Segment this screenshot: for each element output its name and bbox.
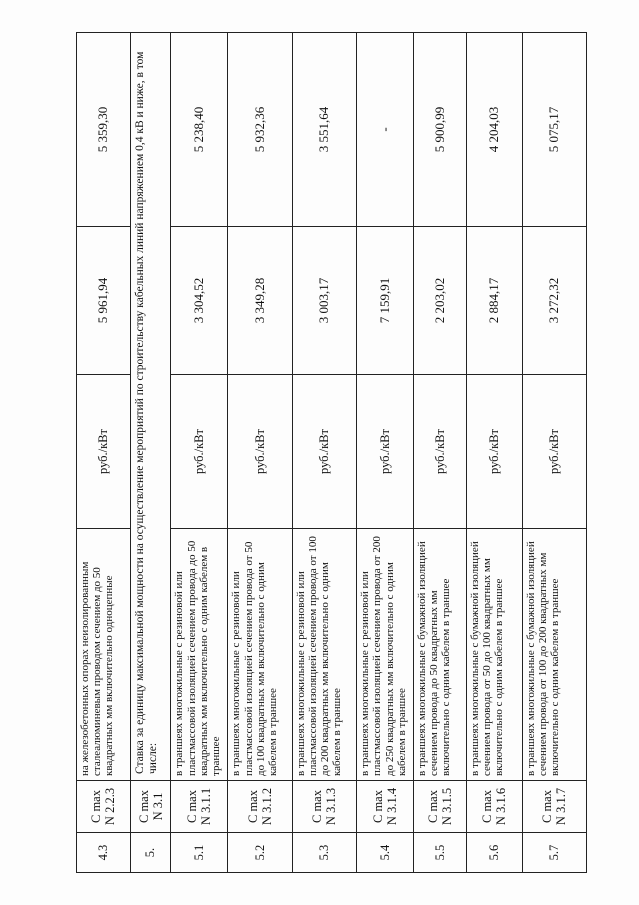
row-unit: руб./кВт: [466, 375, 522, 529]
row-value-2: 4 204,03: [466, 33, 522, 227]
row-code: С max N 3.1.3: [292, 781, 356, 833]
row-number: 5.4: [357, 833, 414, 873]
row-description: в траншеях многожильные с резиновой или пластмассовой изоляцией сечением провода от 200 до 250 квадратных мм включительно с одним кабелем в траншее: [357, 529, 414, 781]
table-row: [414, 33, 467, 873]
row-number: 4.3: [77, 833, 131, 873]
row-unit: руб./кВт: [292, 375, 356, 529]
row-description: в траншеях многожильные с резиновой или пластмассовой изоляцией сечением провода до 50 квадратных мм включительно с одним кабелем в траншее: [171, 529, 228, 781]
row-value-2: -: [357, 33, 414, 227]
row-value-2: 5 359,30: [77, 33, 131, 227]
row-number: 5.3: [292, 833, 356, 873]
row-code: С max N 3.1.4: [357, 781, 414, 833]
row-value-1: 3 272,32: [522, 227, 587, 375]
table-row: [77, 33, 131, 873]
row-code: С max N 3.1.6: [466, 781, 522, 833]
row-description: в траншеях многожильные с бумажной изоляцией сечением провода от 100 до 200 квадратных мм включительно с одним кабелем в траншее: [522, 529, 587, 781]
rotated-table-wrapper: [76, 33, 587, 873]
row-value-1: 7 159,91: [357, 227, 414, 375]
row-code: С max N 2.2.3: [77, 781, 131, 833]
row-number: 5.7: [522, 833, 587, 873]
row-unit: руб./кВт: [357, 375, 414, 529]
row-description: на железобетонных опорах неизолированным сталеалюминевым проводом сечением до 50 квадратных мм включительно одноцепные: [77, 529, 131, 781]
table-row-section: [130, 33, 171, 873]
row-number: 5.: [130, 833, 171, 873]
table-row: [228, 33, 292, 873]
row-value-2: 5 238,40: [171, 33, 228, 227]
row-value-1: 2 884,17: [466, 227, 522, 375]
row-number: 5.5: [414, 833, 467, 873]
row-unit: руб./кВт: [522, 375, 587, 529]
row-value-2: 5 075,17: [522, 33, 587, 227]
row-number: 5.2: [228, 833, 292, 873]
row-unit: руб./кВт: [77, 375, 131, 529]
row-code: С max N 3.1.1: [171, 781, 228, 833]
row-value-1: 3 349,28: [228, 227, 292, 375]
table-row: [292, 33, 356, 873]
section-heading: Ставка за единицу максимальной мощности на осуществление мероприятий по строительству кабельных линий напряжением 0,4 кВ и ниже, в том числе:: [130, 33, 171, 781]
table-row: [466, 33, 522, 873]
row-unit: руб./кВт: [171, 375, 228, 529]
row-number: 5.1: [171, 833, 228, 873]
row-code: С max N 3.1.2: [228, 781, 292, 833]
row-value-2: 5 932,36: [228, 33, 292, 227]
row-value-1: 5 961,94: [77, 227, 131, 375]
row-value-2: 3 551,64: [292, 33, 356, 227]
table-row: [522, 33, 587, 873]
row-value-1: 2 203,02: [414, 227, 467, 375]
tariff-table: [76, 32, 587, 873]
row-unit: руб./кВт: [228, 375, 292, 529]
row-code: С max N 3.1.7: [522, 781, 587, 833]
row-value-1: 3 003,17: [292, 227, 356, 375]
row-description: в траншеях многожильные с бумажной изоляцией сечением провода до 50 квадратных мм включительно с одним кабелем в траншее: [414, 529, 467, 781]
table-row: [357, 33, 414, 873]
row-value-1: 3 304,52: [171, 227, 228, 375]
row-value-2: 5 900,99: [414, 33, 467, 227]
row-unit: руб./кВт: [414, 375, 467, 529]
table-row: [171, 33, 228, 873]
row-code: С max N 3.1: [130, 781, 171, 833]
row-number: 5.6: [466, 833, 522, 873]
row-description: в траншеях многожильные с бумажной изоляцией сечением провода от 50 до 100 квадратных мм включительно с одним кабелем в траншее: [466, 529, 522, 781]
row-code: С max N 3.1.5: [414, 781, 467, 833]
row-description: в траншеях многожильные с резиновой или пластмассовой изоляцией сечением провода от 100 до 200 квадратных мм включительно с одним кабелем в траншее: [292, 529, 356, 781]
row-description: в траншеях многожильные с резиновой или пластмассовой изоляцией сечением провода от 50 до 100 квадратных мм включительно с одним кабелем в траншее: [228, 529, 292, 781]
